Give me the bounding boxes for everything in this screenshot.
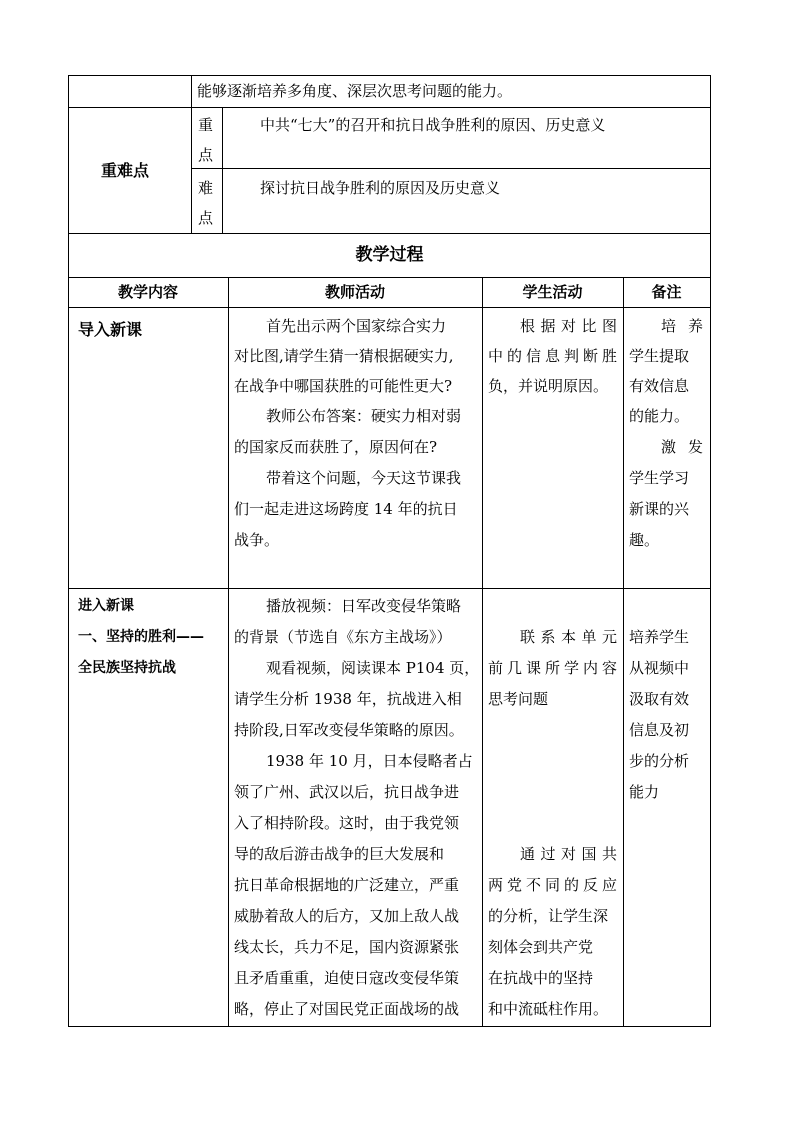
note-line: 学生学习 xyxy=(629,469,690,487)
table-border xyxy=(710,75,711,1027)
note-line: 步的分析 xyxy=(629,752,690,770)
note-line: 激发 xyxy=(661,438,703,456)
teacher-line: 请学生分析 1938 年，抗战进入相 xyxy=(234,690,462,708)
teacher-line: 对比图,请学生猜一猜根据硬实力, xyxy=(234,347,454,365)
header-student: 学生活动 xyxy=(522,283,583,301)
table-border xyxy=(191,168,711,169)
student-line: 和中流砥柱作用。 xyxy=(488,1000,609,1018)
note-line: 新课的兴 xyxy=(629,500,690,518)
note-line: 趣。 xyxy=(629,531,660,549)
teacher-line: 的国家反而获胜了，原因何在? xyxy=(234,438,438,456)
note-line: 的能力。 xyxy=(629,407,690,425)
table-border xyxy=(222,107,223,233)
table-border xyxy=(482,277,483,1027)
student-line: 在抗战中的坚持 xyxy=(488,969,594,987)
teacher-line: 入了相持阶段。这时，由于我党领 xyxy=(234,814,460,832)
teacher-line: 持阶段,日军改变侵华策略的原因。 xyxy=(234,721,464,739)
note-line: 培养学生 xyxy=(629,628,690,646)
teacher-line: 带着这个问题，今天这节课我 xyxy=(266,469,462,487)
teacher-line: 威胁着敌人的后方，又加上敌人战 xyxy=(234,907,460,925)
table-border xyxy=(68,75,69,1027)
teacher-line: 略，停止了对国民党正面战场的战 xyxy=(234,1000,460,1018)
objective-text: 能够逐渐培养多角度、深层次思考问题的能力。 xyxy=(197,82,513,100)
teacher-line: 抗日革命根据地的广泛建立，严重 xyxy=(234,876,460,894)
student-line: 刻体会到共产党 xyxy=(488,938,594,956)
table-border xyxy=(68,588,711,589)
student-line: 思考问题 xyxy=(488,690,549,708)
header-content: 教学内容 xyxy=(117,283,178,301)
content-line: 一、坚持的胜利—— xyxy=(78,629,204,645)
teacher-line: 1938 年 10 月，日本侵略者占 xyxy=(266,752,473,770)
header-teacher: 教师活动 xyxy=(324,283,385,301)
note-line: 信息及初 xyxy=(629,721,690,739)
key-point-label-char: 重 xyxy=(198,116,214,134)
key-point-text: 中共“七大”的召开和抗日战争胜利的原因、历史意义 xyxy=(260,116,606,134)
note-line: 学生提取 xyxy=(629,347,690,365)
content-line: 全民族坚持抗战 xyxy=(78,660,176,676)
difficult-point-label-char: 点 xyxy=(198,209,214,227)
process-title: 教学过程 xyxy=(355,245,424,265)
student-line: 前几课所学内容 xyxy=(488,659,617,677)
student-line: 通过对国共 xyxy=(520,845,617,863)
teacher-line: 在战争中哪国获胜的可能性更大? xyxy=(234,377,453,395)
table-border xyxy=(68,1026,711,1027)
table-border xyxy=(623,277,624,1027)
teacher-line: 观看视频，阅读课本 P104 页， xyxy=(266,659,480,677)
table-border xyxy=(228,277,229,1027)
note-line: 培养 xyxy=(661,317,703,335)
teacher-line: 且矛盾重重，迫使日寇改变侵华策 xyxy=(234,969,460,987)
intro-content-label: 导入新课 xyxy=(78,320,143,339)
teacher-line: 领了广州、武汉以后，抗日战争进 xyxy=(234,783,460,801)
teacher-line: 的背景（节选自《东方主战场》） xyxy=(234,628,452,646)
student-line: 负，并说明原因。 xyxy=(488,377,609,395)
teacher-line: 战争。 xyxy=(234,531,280,549)
key-difficult-label: 重难点 xyxy=(101,161,150,180)
table-border xyxy=(68,107,711,108)
key-point-label-char: 点 xyxy=(198,146,214,164)
student-line: 根据对比图 xyxy=(520,317,617,335)
table-border xyxy=(68,233,711,234)
teacher-line: 导的敌后游击战争的巨大发展和 xyxy=(234,845,445,863)
difficult-point-text: 探讨抗日战争胜利的原因及历史意义 xyxy=(260,179,501,197)
note-line: 汲取有效 xyxy=(629,690,690,708)
difficult-point-label-char: 难 xyxy=(198,179,214,197)
student-line: 中的信息判断胜 xyxy=(488,347,617,365)
header-note: 备注 xyxy=(651,283,682,301)
teacher-line: 线太长，兵力不足，国内资源紧张 xyxy=(234,938,460,956)
teacher-line: 们一起走进这场跨度 14 年的抗日 xyxy=(234,500,458,518)
student-line: 联系本单元 xyxy=(520,628,617,646)
teacher-line: 播放视频：日军改变侵华策略 xyxy=(266,597,462,615)
note-line: 有效信息 xyxy=(629,377,690,395)
note-line: 从视频中 xyxy=(629,659,690,677)
table-border xyxy=(191,75,192,233)
student-line: 两党不同的反应 xyxy=(488,876,617,894)
content-line: 进入新课 xyxy=(78,598,134,614)
teacher-line: 教师公布答案：硬实力相对弱 xyxy=(266,407,462,425)
teacher-line: 首先出示两个国家综合实力 xyxy=(266,317,447,335)
student-line: 的分析，让学生深 xyxy=(488,907,609,925)
note-line: 能力 xyxy=(629,783,660,801)
